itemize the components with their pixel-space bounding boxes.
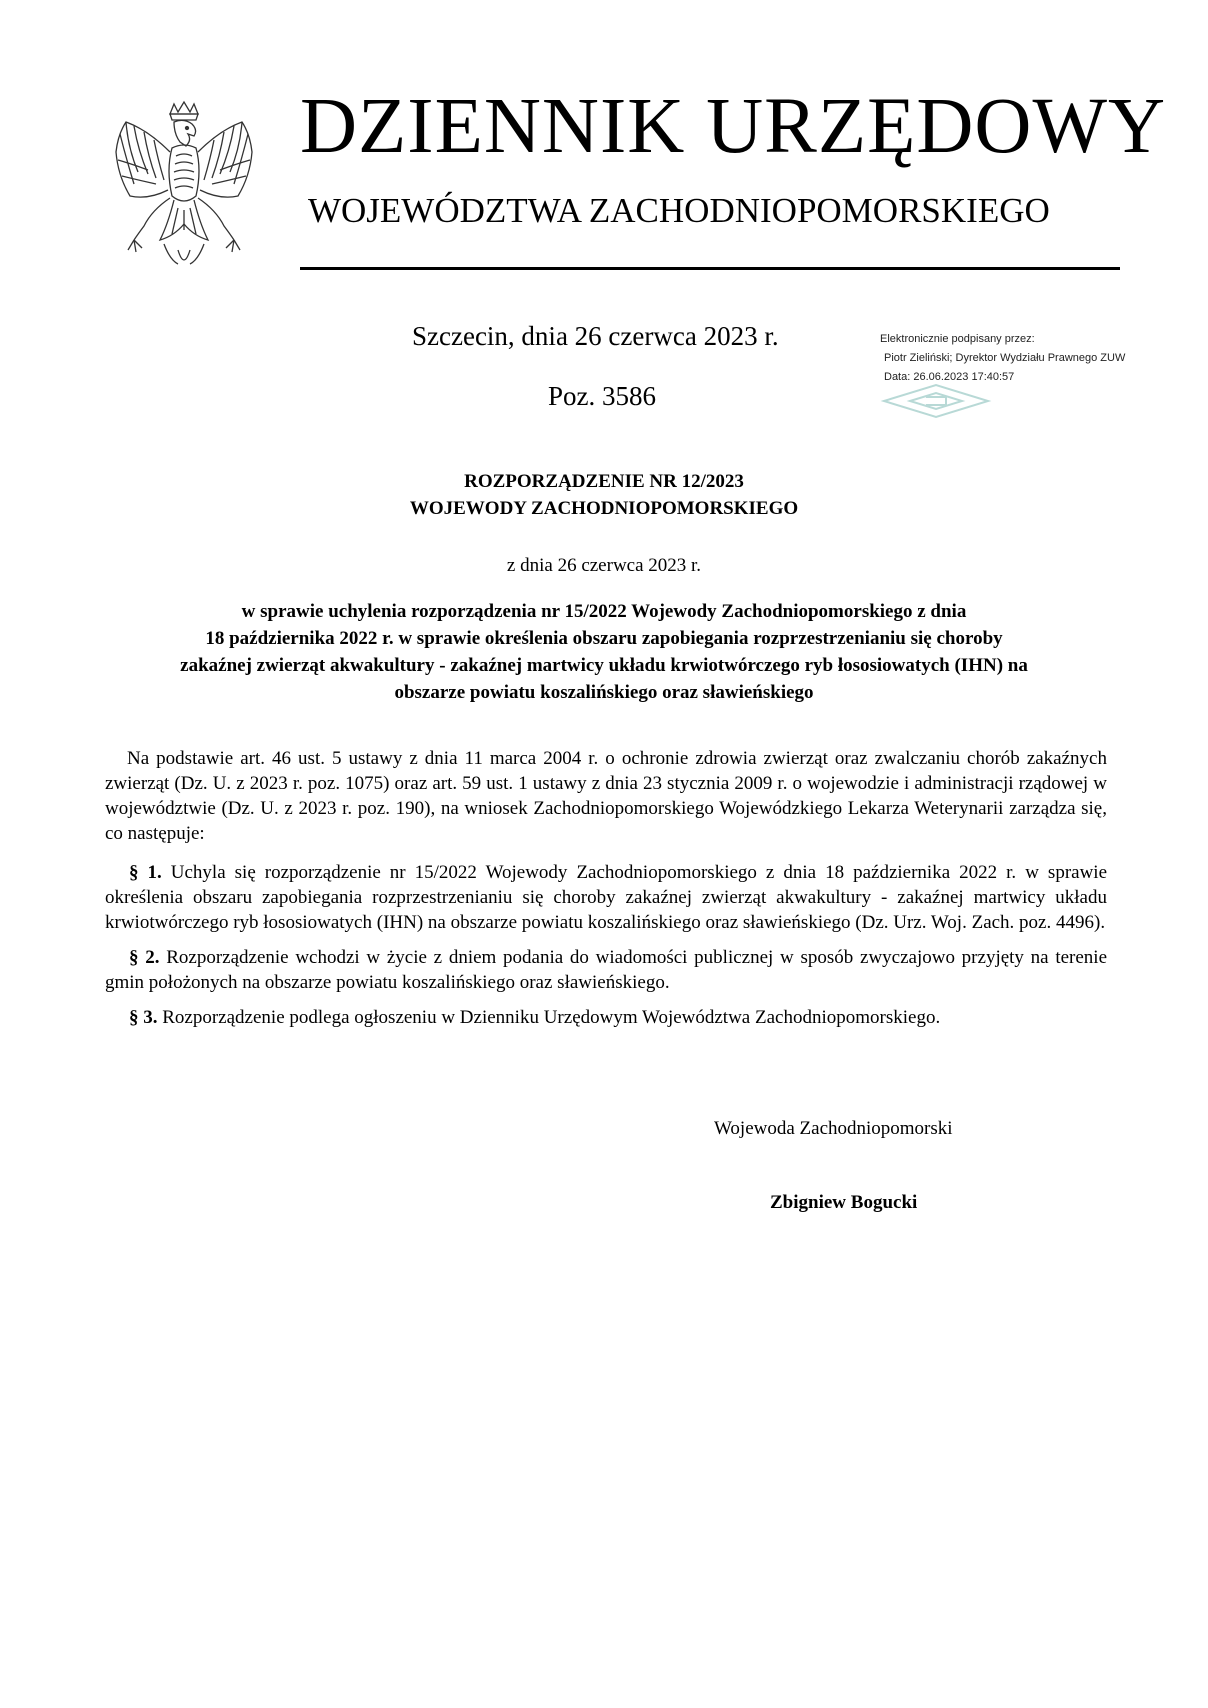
electronic-signature-block: [880, 330, 1200, 387]
subject-line: obszarze powiatu koszalińskiego oraz sławieńskiego: [394, 682, 814, 703]
legal-basis-paragraph: Na podstawie art. 46 ust. 5 ustawy z dnia 11 marca 2004 r. o ochronie zdrowia zwierząt oraz zwalczaniu chorób zakaźnych zwierząt (Dz. U. z 2023 r. poz. 1075) oraz art. 59 ust. 1 ustawy z dnia 23 stycznia 2009 r. o wojewodzie i administracji rządowej w województwie (Dz. U. z 2023 r. poz. 190), na wniosek Zachodniopomorskiego Wojewódzkiego Lekarza Weterynarii zarządza się, co następuje:: [105, 748, 1107, 844]
regulation-subject: [100, 598, 1108, 706]
paragraph-1-label: § 1.: [129, 862, 162, 883]
place-and-date: Szczecin, dnia 26 czerwca 2023 r.: [412, 321, 779, 351]
regulation-issuer: WOJEWODY ZACHODNIOPOMORSKIEGO: [409, 498, 799, 519]
paragraph-3-text: Rozporządzenie podlega ogłoszeniu w Dzienniku Urzędowym Województwa Zachodniopomorskiego.: [162, 1007, 941, 1028]
paragraph-1-text: Uchyla się rozporządzenie nr 15/2022 Wojewody Zachodniopomorskiego z dnia 18 października 2022 r. w sprawie określenia obszaru zapobiegania rozprzestrzenianiu się choroby zakaźnej zwierząt akwakultury - zakaźnej martwicy układu krwiotwórczego ryb łososiowatych (IHN) na obszarze powiatu koszalińskiego oraz sławieńskiego (Dz. Urz. Woj. Zach. poz. 4496).: [105, 862, 1108, 933]
regulation-title: [0, 468, 1208, 522]
paragraph-1: [105, 860, 1107, 935]
regulation-number: ROZPORZĄDZENIE NR 12/2023: [464, 471, 744, 492]
journal-subtitle: WOJEWÓDZTWA ZACHODNIOPOMORSKIEGO: [308, 191, 1050, 230]
paragraph-2-text: Rozporządzenie wchodzi w życie z dniem podania do wiadomości publicznej w sposób zwyczajowo przyjęty na terenie gmin położonych na obszarze powiatu koszalińskiego oraz sławieńskiego.: [105, 947, 1108, 993]
paragraph-3: [105, 1005, 1107, 1030]
regulation-body: [105, 746, 1107, 1040]
signatory-office: Wojewoda Zachodniopomorski: [714, 1118, 953, 1139]
paragraph-2-label: § 2.: [129, 947, 160, 968]
paragraph-3-label: § 3.: [129, 1007, 158, 1028]
masthead-divider: [300, 267, 1120, 270]
subject-line: w sprawie uchylenia rozporządzenia nr 15/2022 Wojewody Zachodniopomorskiego z dnia: [241, 601, 967, 622]
polish-eagle-emblem-icon: [108, 100, 260, 276]
journal-title: DZIENNIK URZĘDOWY: [300, 83, 1167, 170]
signature-date: Data: 26.06.2023 17:40:57: [884, 371, 1015, 383]
position-number: Poz. 3586: [548, 381, 656, 411]
signature-signer: Piotr Zieliński; Dyrektor Wydziału Prawnego ZUW: [884, 352, 1126, 364]
subject-line: 18 października 2022 r. w sprawie określenia obszaru zapobiegania rozprzestrzenianiu się choroby: [205, 628, 1003, 649]
subject-line: zakaźnej zwierząt akwakultury - zakaźnej martwicy układu krwiotwórczego ryb łososiowatych (IHN) na: [180, 655, 1028, 676]
signatory-name: Zbigniew Bogucki: [770, 1192, 918, 1213]
signature-verification-icon: [880, 383, 992, 419]
regulation-date: z dnia 26 czerwca 2023 r.: [506, 555, 702, 576]
signature-caption: Elektronicznie podpisany przez:: [880, 333, 1035, 345]
paragraph-2: [105, 945, 1107, 995]
